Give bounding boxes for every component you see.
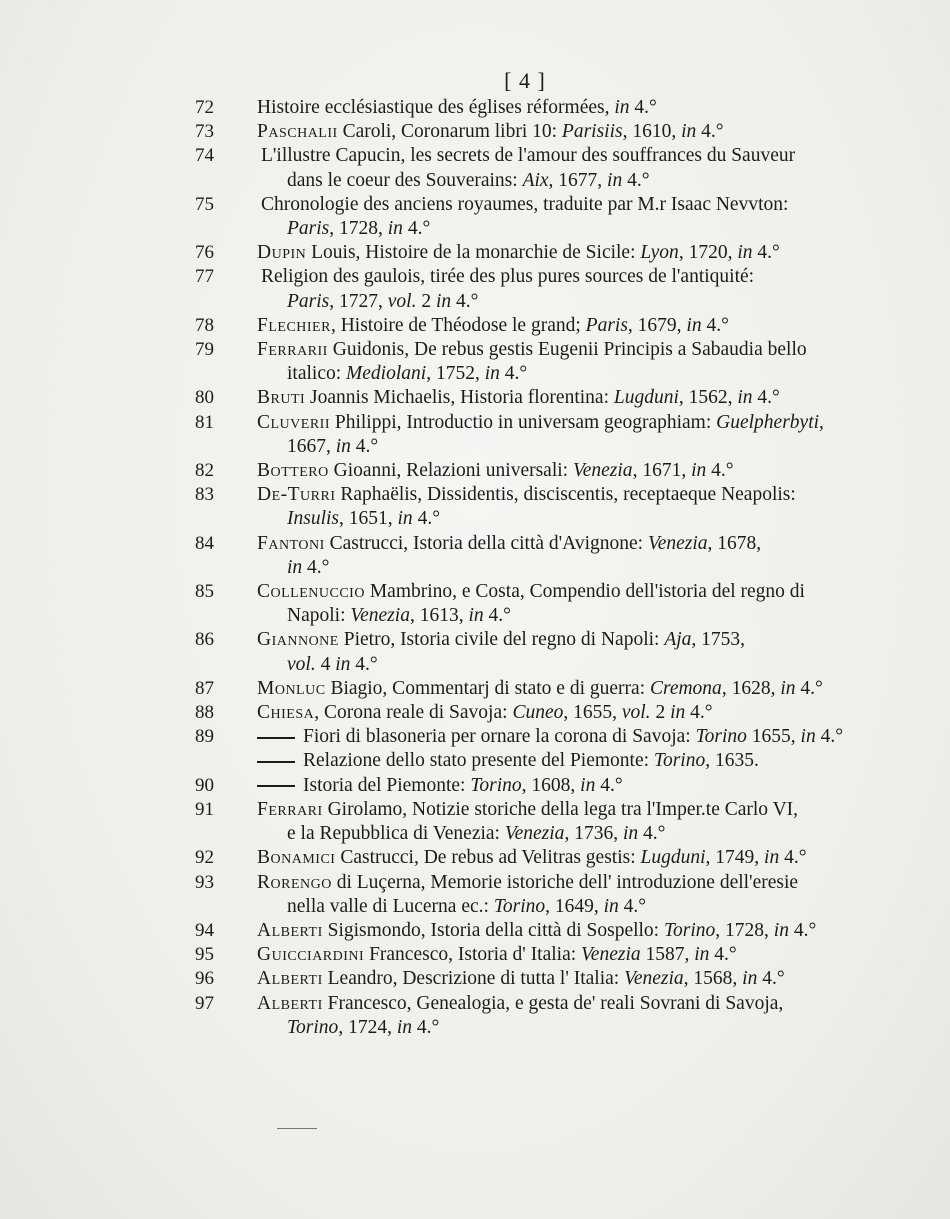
author-surname: Monluc xyxy=(257,677,326,699)
author-surname: Alberti xyxy=(257,919,323,941)
page-number: [ 4 ] xyxy=(504,68,546,93)
catalogue-entry xyxy=(195,314,875,338)
entry-text: 4.° xyxy=(451,290,479,312)
ditto-dash xyxy=(257,785,295,787)
entry-text: 4.° xyxy=(696,121,724,143)
entry-text: italico: xyxy=(287,363,347,385)
catalogue-entry xyxy=(195,846,875,870)
italic-text: in xyxy=(387,218,403,240)
entry-line xyxy=(257,411,875,435)
entry-text: nella valle di Lucerna ec.: xyxy=(287,895,494,917)
italic-text: in xyxy=(764,847,780,869)
entry-text: Joannis Michaelis, Historia florentina: xyxy=(305,387,614,409)
entry-text: 4.° xyxy=(595,774,623,796)
entry-number: 93 xyxy=(195,871,214,893)
entry-text: L'illustre Capucin, les secrets de l'amour des souffrances du Sauveur xyxy=(261,145,796,167)
italic-text: in xyxy=(607,169,623,191)
entry-line xyxy=(257,677,875,701)
catalogue-entry xyxy=(195,120,875,144)
catalogue-entry xyxy=(195,483,875,531)
entry-text: , 1649, xyxy=(545,895,604,917)
italic-text: Lugduni xyxy=(613,387,679,409)
italic-text: in xyxy=(773,919,789,941)
italic-text: Venezia xyxy=(504,823,565,845)
italic-text: Venezia xyxy=(350,605,410,627)
italic-text: Torino xyxy=(287,1016,339,1038)
italic-text: Cremona xyxy=(649,677,722,699)
entry-text: Istoria del Piemonte: xyxy=(303,774,471,796)
entry-line xyxy=(257,483,875,507)
entry-number: 72 xyxy=(195,97,214,118)
italic-text: Aix xyxy=(522,169,549,191)
entry-text: 4.° xyxy=(757,968,785,990)
entry-text: 2 xyxy=(650,702,671,724)
entry-text: , 1678, xyxy=(707,532,762,554)
entry-text: , 1679, xyxy=(627,314,687,336)
ditto-dash xyxy=(257,761,295,763)
italic-text: in xyxy=(681,121,697,143)
entry-text: 4.° xyxy=(701,314,729,336)
italic-text: in xyxy=(737,242,753,264)
entry-text: Sigismondo, Istoria della città di Sospello: xyxy=(322,919,664,941)
italic-text: in xyxy=(686,314,702,336)
author-surname: Alberti xyxy=(257,968,323,990)
italic-text: in xyxy=(622,823,639,845)
ditto-dash xyxy=(257,737,295,739)
author-surname: Bruti xyxy=(257,387,306,409)
entry-number: 85 xyxy=(195,581,214,603)
entry-number: 80 xyxy=(195,387,214,409)
entry-line xyxy=(257,943,875,967)
entry-text: Religion des gaulois, tirée des plus pures sources de l'antiquité: xyxy=(261,266,755,288)
entry-line xyxy=(257,265,875,289)
entry-text: 1587, xyxy=(640,944,695,966)
italic-text: in xyxy=(737,387,753,409)
author-surname: Alberti xyxy=(257,992,323,1014)
entry-text: Fiori di blasoneria per ornare la corona di Savoja: xyxy=(303,726,696,748)
entry-text: , xyxy=(819,411,824,433)
entry-text: Raphaëlis, Dissidentis, disciscentis, receptaeque Neapolis: xyxy=(335,484,796,506)
italic-text: vol. xyxy=(387,290,417,312)
italic-text: Paris xyxy=(287,218,330,240)
entry-text: , 1728, xyxy=(715,919,774,941)
entry-text: Leandro, Descrizione di tutta l' Italia: xyxy=(322,968,625,990)
entry-text: , 1651, xyxy=(339,508,398,530)
entry-text: Histoire ecclésiastique des églises réformées, xyxy=(257,97,615,118)
italic-text: in xyxy=(484,363,500,385)
entry-continuation-line xyxy=(257,169,875,193)
entry-number: 84 xyxy=(195,532,214,554)
entry-text: dans le coeur des Souverains: xyxy=(287,169,523,191)
catalogue-entry xyxy=(195,677,875,701)
entry-text: Pietro, Istoria civile del regno di Napoli: xyxy=(338,629,665,651)
entry-line xyxy=(257,193,875,217)
entry-number: 89 xyxy=(195,726,214,748)
entry-text: , 1613, xyxy=(409,605,469,627)
catalogue-entries xyxy=(195,96,875,1040)
entry-text: Francesco, Genealogia, e gesta de' reali Sovrani di Savoja, xyxy=(322,992,784,1014)
italic-text: in xyxy=(614,97,630,118)
entry-text: , 1677, xyxy=(548,169,608,191)
italic-text: in xyxy=(691,460,707,482)
entry-continuation-line xyxy=(257,822,875,846)
author-surname: Guicciardini xyxy=(257,944,365,966)
entry-text: 1655, xyxy=(746,726,801,748)
entry-text: , 1671, xyxy=(632,460,692,482)
italic-text: Venezia xyxy=(581,944,641,966)
entry-text: 4.° xyxy=(779,847,807,869)
entry-text: 4.° xyxy=(402,218,431,240)
italic-text: in xyxy=(580,774,596,796)
entry-text: 4.° xyxy=(706,460,734,482)
entry-continuation-line xyxy=(257,604,875,628)
catalogue-entry xyxy=(195,411,875,459)
italic-text: Venezia xyxy=(624,968,684,990)
entry-text: Chronologie des anciens royaumes, traduite par M.r Isaac Nevvton: xyxy=(261,193,789,215)
catalogue-entry xyxy=(195,919,875,943)
italic-text: Mediolani xyxy=(346,363,427,385)
italic-text: in xyxy=(800,726,816,748)
entry-number: 91 xyxy=(195,798,214,820)
entry-line xyxy=(257,580,875,604)
entry-text: 2 xyxy=(416,290,436,312)
entry-text: , 1635. xyxy=(705,750,759,772)
entry-text: , 1724, xyxy=(338,1016,397,1038)
entry-line xyxy=(257,701,875,725)
entry-text: Guidonis, De rebus gestis Eugenii Principis a Sabaudia bello xyxy=(327,339,807,361)
entry-text: 4.° xyxy=(350,435,379,457)
entry-text: 1667, xyxy=(287,435,336,457)
entry-text: Caroli, Coronarum libri 10: xyxy=(337,121,562,143)
catalogue-entry xyxy=(195,871,875,919)
entry-text: Relazione dello stato presente del Piemonte: xyxy=(303,750,654,772)
entry-line xyxy=(257,749,875,773)
entry-text: Napoli: xyxy=(287,605,351,627)
italic-text: Lugduni xyxy=(640,847,706,869)
entry-text: Gioanni, Relazioni universali: xyxy=(328,460,573,482)
entry-text: e la Repubblica di Venezia: xyxy=(287,823,505,845)
entry-text: , 1728, xyxy=(329,218,388,240)
entry-line xyxy=(257,992,875,1016)
entry-continuation-line xyxy=(257,895,875,919)
entry-line xyxy=(257,459,875,483)
entry-number: 81 xyxy=(195,411,214,433)
author-surname: Collenuccio xyxy=(257,581,365,603)
entry-text: 4.° xyxy=(483,605,511,627)
entry-continuation-line xyxy=(257,507,875,531)
entry-text: , 1736, xyxy=(564,823,623,845)
entry-number: 74 xyxy=(195,145,214,167)
entry-number: 83 xyxy=(195,484,214,506)
catalogue-entry xyxy=(195,580,875,628)
italic-text: Venezia xyxy=(572,460,633,482)
italic-text: in xyxy=(396,1016,412,1038)
entry-text: , 1753, xyxy=(691,629,746,651)
author-surname: Bonamici xyxy=(257,847,336,869)
italic-text: Venezia xyxy=(647,532,708,554)
entry-line xyxy=(257,386,875,410)
entry-continuation-line xyxy=(257,1016,875,1040)
entry-number: 82 xyxy=(195,460,214,482)
entry-number: 86 xyxy=(195,629,214,651)
author-surname: Flechier xyxy=(257,314,331,336)
catalogue-entry xyxy=(195,265,875,313)
italic-text: in xyxy=(397,508,413,530)
entry-text: 4.° xyxy=(629,97,657,118)
entry-text: Mambrino, e Costa, Compendio dell'istoria del regno di xyxy=(364,581,805,603)
catalogue-entry xyxy=(195,701,875,725)
entry-line xyxy=(257,96,875,120)
entry-line xyxy=(257,628,875,652)
author-surname: Chiesa xyxy=(257,702,315,724)
entry-text: 4.° xyxy=(638,823,666,845)
italic-text: vol. xyxy=(287,653,316,675)
entry-continuation-line xyxy=(257,362,875,386)
entry-text: , 1727, xyxy=(329,290,388,312)
entry-text: 4.° xyxy=(350,653,378,675)
entry-text: , 1749, xyxy=(705,847,765,869)
entry-text: Castrucci, Istoria della città d'Avignone: xyxy=(324,532,648,554)
author-surname: Cluverii xyxy=(257,411,330,433)
catalogue-entry xyxy=(195,241,875,265)
entry-text: 4.° xyxy=(788,919,817,941)
italic-text: Parisiis xyxy=(561,121,623,143)
entry-text: di Luçerna, Memorie istoriche dell' introduzione dell'eresie xyxy=(331,871,799,893)
italic-text: Cuneo xyxy=(512,702,564,724)
italic-text: Guelpherbyti xyxy=(716,411,820,433)
catalogue-entry xyxy=(195,532,875,580)
italic-text: Paris xyxy=(287,290,330,312)
entry-text: , 1608, xyxy=(521,774,581,796)
entry-line xyxy=(257,241,875,265)
italic-text: Torino xyxy=(695,726,747,748)
author-surname: De-Turri xyxy=(257,484,336,506)
entry-continuation-line xyxy=(257,435,875,459)
entry-text: 4.° xyxy=(709,944,737,966)
entry-number: 79 xyxy=(195,339,214,361)
entry-text: 4.° xyxy=(815,726,844,748)
italic-text: Aja xyxy=(664,629,692,651)
catalogue-entry xyxy=(195,725,875,773)
author-surname: Ferrari xyxy=(257,798,323,820)
entry-line xyxy=(257,314,875,338)
entry-text: 4.° xyxy=(412,508,440,530)
italic-text: Paris xyxy=(585,314,628,336)
entry-text: 4.° xyxy=(411,1016,440,1038)
italic-text: Torino xyxy=(663,919,716,941)
entry-text: 4.° xyxy=(795,677,823,699)
italic-text: Torino xyxy=(653,750,706,772)
italic-text: in xyxy=(287,556,303,578)
entry-number: 95 xyxy=(195,944,214,966)
entry-text: Philippi, Introductio in universam geographiam: xyxy=(330,411,717,433)
entry-text: , Corona reale di Savoja: xyxy=(314,702,513,724)
entry-number: 73 xyxy=(195,121,214,143)
entry-text: , 1655, xyxy=(563,702,622,724)
entry-line xyxy=(257,798,875,822)
catalogue-entry xyxy=(195,967,875,991)
catalogue-entry xyxy=(195,386,875,410)
entry-number: 75 xyxy=(195,193,214,215)
italic-text: in xyxy=(694,944,710,966)
footer-rule xyxy=(277,1128,317,1129)
catalogue-entry xyxy=(195,459,875,483)
entry-continuation-line xyxy=(257,556,875,580)
italic-text: Torino xyxy=(493,895,546,917)
entry-text: 4.° xyxy=(622,169,650,191)
catalogue-entry xyxy=(195,798,875,846)
entry-line xyxy=(257,120,875,144)
author-surname: Rorengo xyxy=(257,871,332,893)
catalogue-entry xyxy=(195,338,875,386)
entry-line xyxy=(257,144,875,168)
entry-number: 94 xyxy=(195,919,214,941)
catalogue-entry xyxy=(195,96,875,120)
catalogue-entry xyxy=(195,943,875,967)
entry-line xyxy=(257,338,875,362)
entry-line xyxy=(257,532,875,556)
entry-line xyxy=(257,919,875,943)
author-surname: Dupin xyxy=(257,242,307,264)
entry-text: Girolamo, Notizie storiche della lega tra l'Imper.te Carlo VI, xyxy=(322,798,799,820)
entry-text: , Histoire de Théodose le grand; xyxy=(330,314,586,336)
italic-text: in xyxy=(468,605,484,627)
entry-text: 4 xyxy=(315,653,336,675)
entry-number: 78 xyxy=(195,314,214,336)
italic-text: in xyxy=(435,290,452,312)
entry-number: 96 xyxy=(195,968,214,990)
author-surname: Bottero xyxy=(257,460,329,482)
entry-text: 4.° xyxy=(752,387,780,409)
entry-text: , 1720, xyxy=(678,242,738,264)
entry-text: , 1752, xyxy=(426,363,485,385)
italic-text: Torino xyxy=(470,774,522,796)
italic-text: vol. xyxy=(621,702,651,724)
italic-text: Lyon xyxy=(640,242,679,264)
italic-text: in xyxy=(670,702,686,724)
entry-text: Biagio, Commentarj di stato e di guerra: xyxy=(325,677,650,699)
entry-line xyxy=(257,846,875,870)
entry-text: , 1628, xyxy=(721,677,781,699)
entry-text: , 1568, xyxy=(683,968,743,990)
entry-text: Louis, Histoire de la monarchie de Sicile: xyxy=(306,242,641,264)
catalogue-entry xyxy=(195,144,875,192)
entry-line xyxy=(257,967,875,991)
author-surname: Paschalii xyxy=(257,121,338,143)
entry-number: 92 xyxy=(195,847,214,869)
catalogue-entry xyxy=(195,774,875,798)
entry-text: , 1610, xyxy=(622,121,682,143)
italic-text: in xyxy=(742,968,758,990)
entry-text: , 1562, xyxy=(678,387,738,409)
italic-text: in xyxy=(335,435,351,457)
author-surname: Giannone xyxy=(257,629,339,651)
italic-text: in xyxy=(603,895,619,917)
italic-text: in xyxy=(780,677,796,699)
entry-text: 4.° xyxy=(685,702,713,724)
entry-line xyxy=(257,725,875,749)
entry-text: 4.° xyxy=(302,556,330,578)
entry-number: 97 xyxy=(195,992,214,1014)
italic-text: Insulis xyxy=(287,508,340,530)
entry-number: 90 xyxy=(195,774,214,796)
entry-continuation-line xyxy=(257,290,875,314)
entry-text: Francesco, Istoria d' Italia: xyxy=(364,944,582,966)
entry-number: 88 xyxy=(195,702,214,724)
entry-number: 77 xyxy=(195,266,214,288)
entry-text: Castrucci, De rebus ad Velitras gestis: xyxy=(335,847,641,869)
entry-text: 4.° xyxy=(752,242,780,264)
author-surname: Ferrarii xyxy=(257,339,328,361)
entry-continuation-line xyxy=(257,217,875,241)
entry-line xyxy=(257,871,875,895)
entry-number: 76 xyxy=(195,242,214,264)
catalogue-entry xyxy=(195,992,875,1040)
entry-line xyxy=(257,774,875,798)
entry-continuation-line xyxy=(257,653,875,677)
catalogue-entry xyxy=(195,193,875,241)
entry-text: 4.° xyxy=(618,895,647,917)
entry-number: 87 xyxy=(195,677,214,699)
author-surname: Fantoni xyxy=(257,532,325,554)
catalogue-entry xyxy=(195,628,875,676)
italic-text: in xyxy=(335,653,351,675)
entry-text: 4.° xyxy=(499,363,528,385)
